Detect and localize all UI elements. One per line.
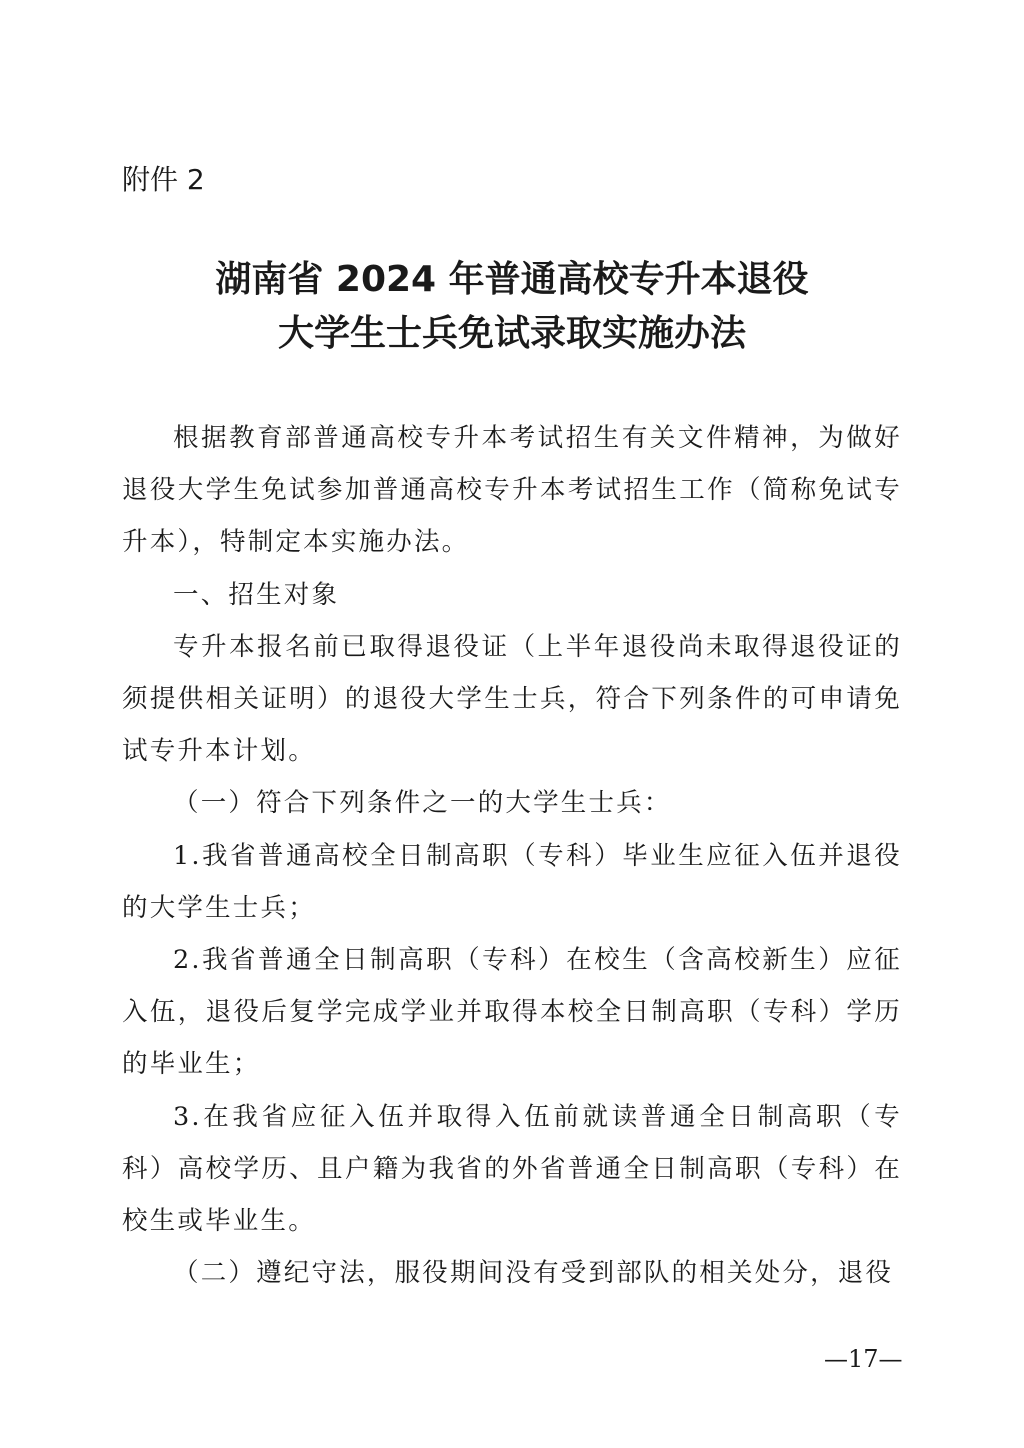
attachment-label: 附件 2: [122, 163, 205, 196]
section-heading: 一、招生对象: [173, 579, 340, 610]
document-title-line-1: 湖南省 2024 年普通高校专升本退役: [215, 259, 809, 300]
condition-item-3: 3.在我省应征入伍并取得入伍前就读普通全日制高职（专科）高校学历、且户籍为我省的外省普通全日制高职（专科）在校生或毕业生。: [122, 1101, 902, 1237]
page-number: —17—: [824, 1345, 903, 1373]
condition-item-2: 2.我省普通全日制高职（专科）在校生（含高校新生）应征入伍，退役后复学完成学业并取得本校全日制高职（专科）学历的毕业生；: [122, 945, 902, 1080]
condition-item-1: 1.我省普通高校全日制高职（专科）毕业生应征入伍并退役的大学生士兵；: [122, 840, 902, 923]
document-title-line-2: 大学生士兵免试录取实施办法: [277, 313, 746, 354]
subsection-heading-2: （二）遵纪守法，服役期间没有受到部队的相关处分，退役: [173, 1258, 894, 1289]
subsection-heading-1: （一）符合下列条件之一的大学生士兵：: [173, 788, 672, 819]
eligibility-paragraph: 专升本报名前已取得退役证（上半年退役尚未取得退役证的须提供相关证明）的退役大学生士兵，符合下列条件的可申请免试专升本计划。: [122, 631, 902, 767]
document-body: [122, 412, 902, 1299]
intro-paragraph: 根据教育部普通高校专升本考试招生有关文件精神，为做好退役大学生免试参加普通高校专升本考试招生工作（简称免试专升本），特制定本实施办法。: [122, 423, 902, 558]
